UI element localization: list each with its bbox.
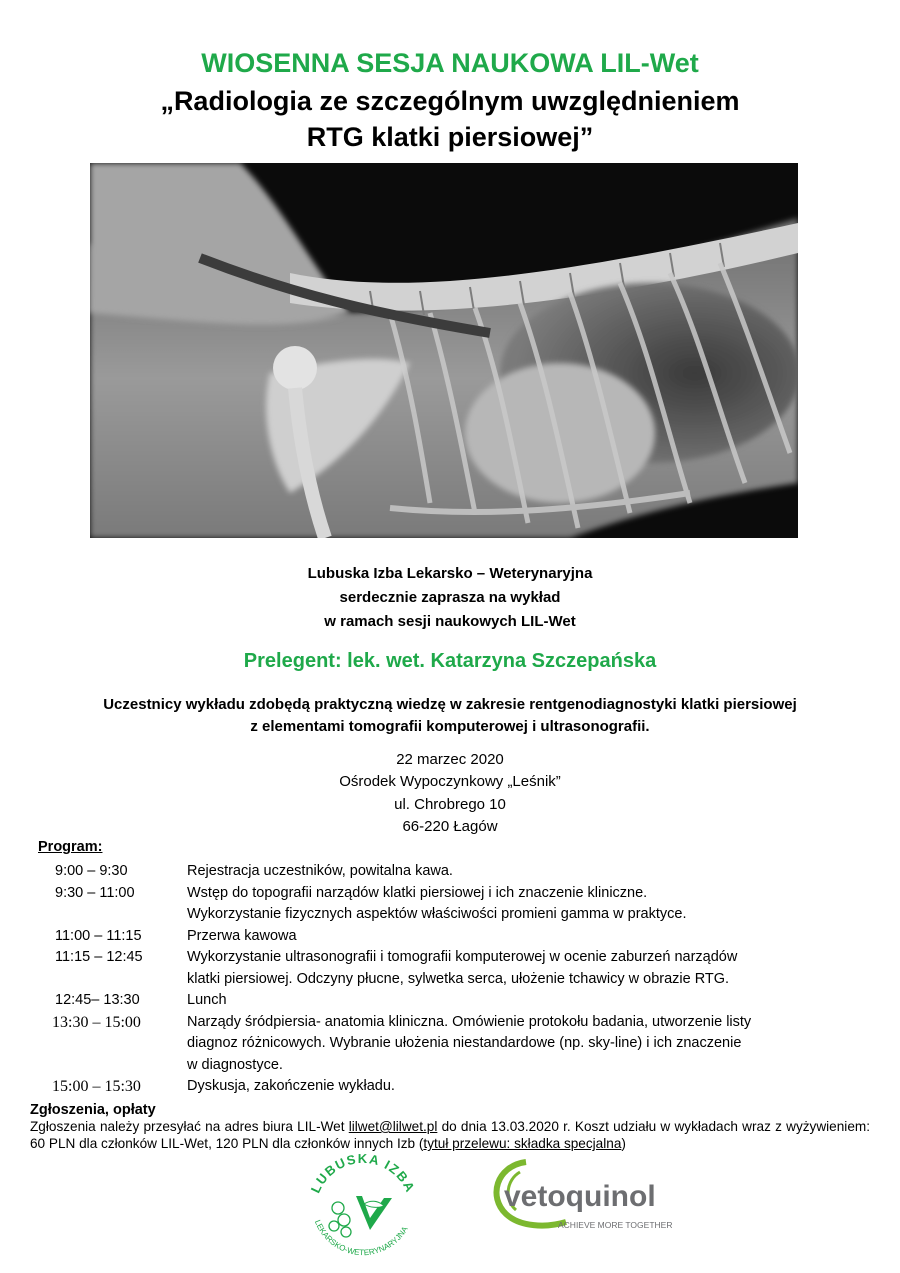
registration-text-part: do dnia 13.03.2020 r. Koszt udziału w wykładach wraz z wyżywieniem: 60 PLN dla członków LIL-Wet, 120 PLN dla członków innych Izb ( (30, 1119, 870, 1151)
svg-text:LUBUSKA IZBA (308, 1151, 419, 1195)
speaker-name: Prelegent: lek. wet. Katarzyna Szczepańska (243, 650, 657, 672)
invitation-line3: w ramach sesji naukowych LIL-Wet (324, 613, 576, 630)
invitation-line1: Lubuska Izba Lekarsko – Weterynaryjna (307, 565, 593, 582)
program-row (0, 861, 900, 883)
program-description: klatki piersiowej. Odczyny płucne, sylwetka serca, ułożenie tchawicy w obrazie RTG. (187, 970, 730, 987)
program-description: Wykorzystanie ultrasonografii i tomografii komputerowej w ocenie zaburzeń narządów (187, 949, 738, 965)
transfer-title: tytuł przelewu: składka specjalna (423, 1136, 622, 1151)
program-time: 12:45– 13:30 (55, 992, 140, 1008)
program-time: 9:00 – 9:30 (55, 863, 128, 879)
chest-xray-image (90, 163, 798, 538)
program-description: Narządy śródpiersia- anatomia kliniczna. Omówienie protokołu badania, utworzenie listy (187, 1013, 752, 1030)
program-time: 15:00 – 15:30 (52, 1078, 141, 1095)
svg-text:LEKARSKO-WETERYNARYJNA (313, 1219, 410, 1258)
registration-text (30, 1118, 870, 1152)
vetoquinol-tagline: ACHIEVE MORE TOGETHER (558, 1220, 673, 1230)
program-description: Rejestracja uczestników, powitalna kawa. (187, 863, 453, 879)
summary-line2: z elementami tomografii komputerowej i ultrasonografii. (250, 718, 650, 735)
program-row (0, 990, 900, 1012)
lil-wet-logo (298, 1148, 428, 1266)
program-time: 9:30 – 11:00 (55, 884, 135, 901)
registration-text-part: ) (621, 1136, 626, 1151)
program-time: 11:15 – 12:45 (55, 949, 143, 965)
lecture-title-line1: „Radiologia ze szczególnym uwzględnieniem (160, 86, 740, 116)
program-time: 13:30 – 15:00 (52, 1013, 141, 1031)
program-label: Program: (38, 839, 103, 855)
program-description: Lunch (187, 992, 227, 1008)
event-venue: Ośrodek Wypoczynkowy „Leśnik” (339, 773, 561, 790)
program-row (0, 1012, 900, 1077)
lil-logo-top-text: LUBUSKA IZBA (307, 1150, 419, 1196)
invitation-line2: serdecznie zaprasza na wykład (339, 589, 561, 606)
email-link[interactable]: lilwet@lilwet.pl (348, 1119, 438, 1134)
program-row (0, 947, 900, 990)
lil-logo-bottom-text: LEKARSKO-WETERYNARYJNA (312, 1218, 410, 1258)
event-city: 66-220 Łagów (402, 818, 498, 835)
program-description: Wykorzystanie fizycznych aspektów właściwości promieni gamma w praktyce. (187, 906, 687, 922)
program-time: 11:00 – 11:15 (55, 927, 142, 944)
program-description: Wstęp do topografii narządów klatki piersiowej i ich znaczenie kliniczne. (187, 884, 648, 901)
registration-text-part: Zgłoszenia należy przesyłać na adres biura LIL-Wet (30, 1119, 349, 1134)
program-description: Przerwa kawowa (187, 927, 297, 944)
registration-label: Zgłoszenia, opłaty (30, 1102, 156, 1118)
lecture-title-line2: RTG klatki piersiowej” (306, 122, 594, 152)
event-title: WIOSENNA SESJA NAUKOWA LIL-Wet (201, 48, 699, 78)
program-row (0, 883, 900, 926)
program-description: diagnoz różnicowych. Wybranie ułożenia niestandardowe (np. sky-line) i ich znaczenie (187, 1035, 742, 1051)
program-row (0, 926, 900, 948)
program-description: Dyskusja, zakończenie wykładu. (187, 1078, 395, 1094)
program-row (0, 1076, 900, 1098)
vetoquinol-name: vetoquinol (504, 1180, 656, 1213)
program-description: w diagnostyce. (187, 1056, 283, 1073)
program-schedule (0, 861, 900, 1098)
summary-line1: Uczestnicy wykładu zdobędą praktyczną wiedzę w zakresie rentgenodiagnostyki klatki piersiowej (103, 696, 797, 713)
event-date: 22 marzec 2020 (396, 751, 504, 768)
vetoquinol-logo (486, 1152, 692, 1236)
event-street: ul. Chrobrego 10 (394, 796, 506, 813)
